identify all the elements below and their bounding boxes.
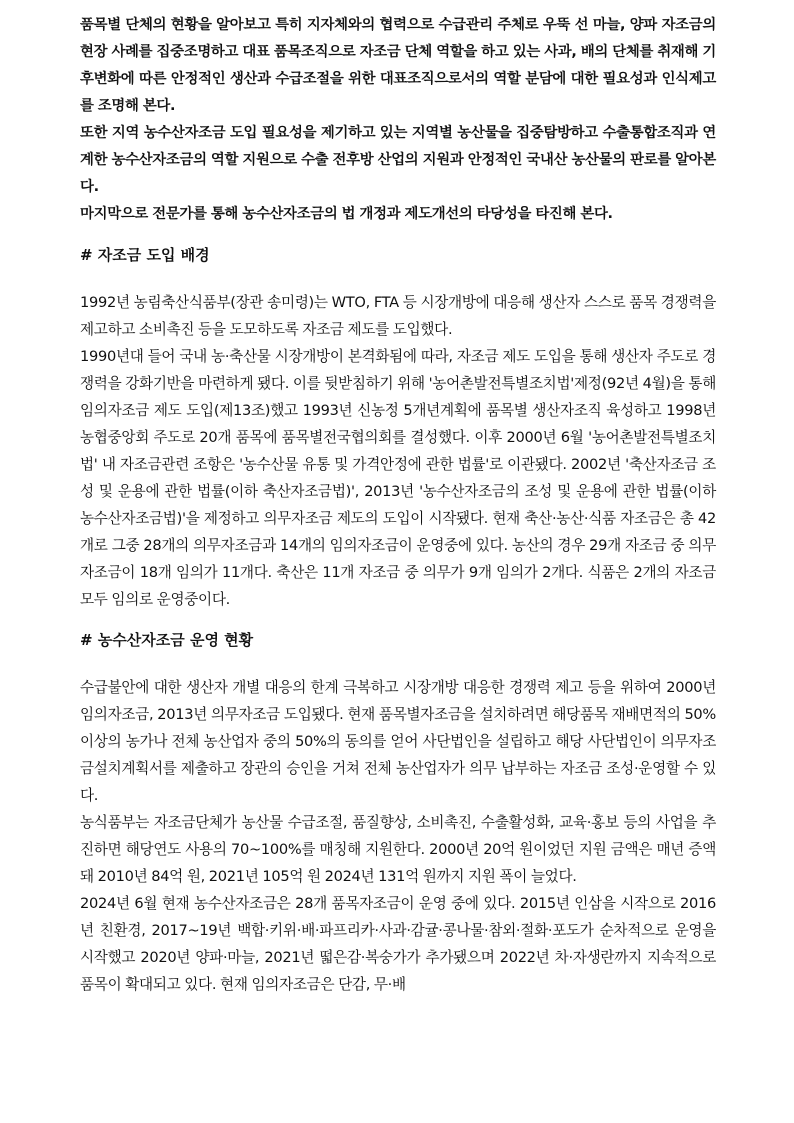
section-body-background — [80, 289, 716, 613]
article-page — [80, 12, 716, 998]
intro-paragraph: 품목별 단체의 현황을 알아보고 특히 지자체와의 협력으로 수급관리 주체로 우뚝 선 마늘, 양파 자조금의 현장 사례를 집중조명하고 대표 품목조직으로 자조금 단체 역할을 하고 있는 사과, 배의 단체를 취재해 기후변화에 따른 안정적인 생산과 수급조절을 위한 대표조직으로서의 역할 분담에 대한 필요성과 인식제고를 조명해 본다. — [80, 17, 716, 114]
body-paragraph: 1990년대 들어 국내 농·축산물 시장개방이 본격화됨에 따라, 자조금 제도 도입을 통해 생산자 주도로 경쟁력을 강화기반을 마련하게 됐다. 이를 뒷받침하기 위해 '농어촌발전특별조치법'제정(92년 4월)을 통해 임의자조금 제도 도입(제13조)했고 1993년 신농정 5개년계획에 품목별 생산자조직 육성하고 1998년 농협중앙회 주도로 20개 품목에 품목별전국협의회를 결성했다. 이후 2000년 6월 '농어촌발전특별조치법' 내 자조금관련 조항은 '농수산물 유통 및 가격안정에 관한 법률'로 이관됐다. 2002년 '축산자조금 조성 및 운용에 관한 법률(이하 축산자조금법)', 2013년 '농수산자조금의 조성 및 운용에 관한 법률(이하 농수산자조금법)'을 제정하고 의무자조금 제도의 도입이 시작됐다. 현재 축산·농산·식품 자조금은 총 42개로 그중 28개의 의무자조금과 14개의 임의자조금이 운영중에 있다. 농산의 경우 29개 자조금 중 의무자조금이 18개 임의가 11개다. 축산은 11개 자조금 중 의무가 9개 임의가 2개다. 식품은 2개의 자조금 모두 임의로 운영중이다. — [80, 348, 716, 608]
body-paragraph: 수급불안에 대한 생산자 개별 대응의 한계 극복하고 시장개방 대응한 경쟁력 제고 등을 위하여 2000년 임의자조금, 2013년 의무자조금 도입됐다. 현재 품목별자조금을 설치하려면 해당품목 재배면적의 50% 이상의 농가나 전체 농산업자 중의 50%의 동의를 얻어 사단법인을 설립하고 해당 사단법인이 의무자조금설치계획서를 제출하고 장관의 승인을 거쳐 전체 농산업자가 의무 납부하는 자조금 조성·운영할 수 있다. — [80, 679, 716, 804]
section-body-status — [80, 674, 716, 998]
body-paragraph: 2024년 6월 현재 농수산자조금은 28개 품목자조금이 운영 중에 있다. 2015년 인삼을 시작으로 2016년 친환경, 2017~19년 백합·키위·배·파프리카·사과·감귤·콩나물·참외·절화·포도가 순차적으로 운영을 시작했고 2020년 양파·마늘, 2021년 떫은감·복숭가가 추가됐으며 2022년 차·자생란까지 지속적으로 품목이 확대되고 있다. 현재 임의자조금은 단감, 무·배 — [80, 895, 716, 993]
intro-block — [80, 12, 716, 228]
body-paragraph: 1992년 농림축산식품부(장관 송미령)는 WTO, FTA 등 시장개방에 대응해 생산자 스스로 품목 경쟁력을 제고하고 소비촉진 등을 도모하도록 자조금 제도를 도입했다. — [80, 294, 716, 338]
section-heading-background: # 자조금 도입 배경 — [80, 246, 210, 264]
intro-paragraph: 마지막으로 전문가를 통해 농수산자조금의 법 개정과 제도개선의 타당성을 타진해 본다. — [80, 206, 613, 222]
body-paragraph: 농식품부는 자조금단체가 농산물 수급조절, 품질향상, 소비촉진, 수출활성화, 교육·홍보 등의 사업을 추진하면 해당연도 사용의 70~100%를 매칭해 지원한다. 2000년 20억 원이었던 지원 금액은 매년 증액돼 2010년 84억 원, 2021년 105억 원 2024년 131억 원까지 지원 폭이 늘었다. — [80, 814, 716, 885]
intro-paragraph: 또한 지역 농수산자조금 도입 필요성을 제기하고 있는 지역별 농산물을 집중탐방하고 수출통합조직과 연계한 농수산자조금의 역할 지원으로 수출 전후방 산업의 지원과 안정적인 국내산 농산물의 판로를 알아본다. — [80, 125, 716, 195]
section-heading-status: # 농수산자조금 운영 현황 — [80, 631, 254, 649]
